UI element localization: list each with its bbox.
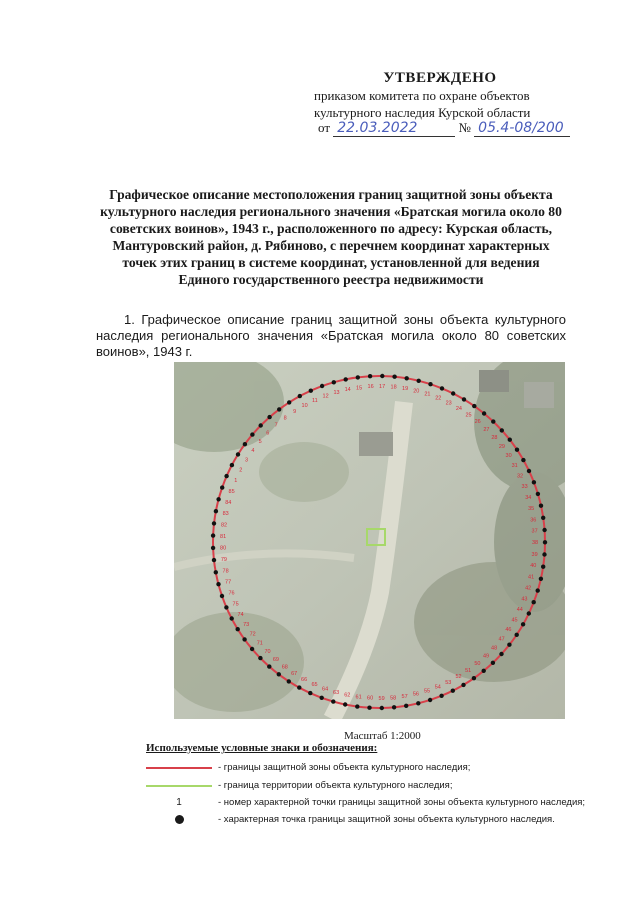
characteristic-point [417,379,421,383]
point-label: 73 [243,621,250,628]
point-label: 11 [312,397,318,404]
characteristic-point [224,605,228,609]
point-label: 63 [333,690,340,696]
characteristic-point [482,669,486,673]
building [359,432,393,456]
characteristic-point [536,588,540,592]
characteristic-point [521,622,525,626]
point-label: 62 [344,692,351,699]
characteristic-point [367,706,371,710]
characteristic-point [462,397,466,401]
point-number-sample: 1 [176,797,182,808]
characteristic-point [451,391,455,395]
characteristic-point [355,704,359,708]
point-label: 71 [256,640,263,647]
point-label: 61 [355,694,362,701]
point-label: 85 [228,488,235,495]
characteristic-point [461,683,465,687]
characteristic-point [472,676,476,680]
characteristic-point [451,689,455,693]
point-label: 29 [498,443,505,450]
point-label: 23 [445,400,452,407]
characteristic-point [439,694,443,698]
point-label: 70 [264,649,271,656]
characteristic-point [250,647,254,651]
characteristic-point [392,375,396,379]
map-svg [174,362,565,719]
point-label: 42 [525,585,532,592]
point-label: 21 [424,391,431,398]
point-label: 26 [474,419,481,426]
legend-item [146,797,585,808]
characteristic-point [267,664,271,668]
characteristic-point [277,407,281,411]
characteristic-point [508,438,512,442]
green-line-icon [146,785,212,787]
point-label: 2 [239,467,243,474]
point-label: 78 [222,568,229,575]
characteristic-point [267,415,271,419]
characteristic-point [220,485,224,489]
characteristic-point [298,394,302,398]
point-label: 82 [220,522,228,529]
point-label: 84 [225,499,232,506]
characteristic-point [216,497,220,501]
characteristic-point [405,376,409,380]
point-label: 27 [483,426,490,433]
point-label: 77 [225,579,232,586]
characteristic-point [250,432,254,436]
characteristic-point [211,533,215,537]
document-heading: Графическое описание местоположения границ защитной зоны объекта культурного наследия регионального значения «Братская могила около 80 советских воинов», 1943 г., расположенного по адресу: Курская область, Мантуровский район, д. Рябиново, с перечнем координат характерных точек этих границ в системе координат, установленной для ведения Единого государственного реестра недвижимости [100,187,562,287]
characteristic-point [380,374,384,378]
point-label: 19 [402,386,409,393]
black-dot-icon [175,815,184,824]
characteristic-point [236,452,240,456]
characteristic-point [380,706,384,710]
point-label: 14 [344,387,351,394]
point-label: 83 [222,511,229,518]
legend-text: - номер характерной точки границы защитной зоны объекта культурного наследия; [218,797,586,808]
boundary-map [174,362,565,719]
point-label: 60 [367,695,374,702]
point-label: 65 [311,682,318,688]
point-label: 69 [272,657,279,664]
characteristic-point [332,380,336,384]
point-label: 75 [232,601,239,608]
point-label: 20 [413,388,420,395]
legend-symbol [146,785,212,787]
point-label: 39 [531,551,538,558]
approval-date-line [318,120,618,137]
legend-symbol [146,767,212,769]
point-label: 44 [516,607,523,614]
characteristic-point [532,600,536,604]
point-label: 28 [491,435,498,442]
characteristic-point [416,701,420,705]
characteristic-point [472,404,476,408]
point-label: 13 [333,389,340,396]
point-label: 7 [274,422,278,429]
point-label: 33 [521,483,528,490]
characteristic-point [344,377,348,381]
characteristic-point [331,699,335,703]
approval-date: 22.03.2022 [333,120,455,137]
characteristic-point [499,652,503,656]
characteristic-point [242,637,246,641]
characteristic-point [539,577,543,581]
characteristic-point [309,389,313,393]
point-label: 54 [434,684,441,691]
point-label: 4 [251,448,255,455]
point-label: 41 [528,574,535,581]
characteristic-point [428,382,432,386]
characteristic-point [211,546,215,550]
point-label: 17 [379,384,386,390]
point-label: 58 [390,695,397,702]
characteristic-point [212,521,216,525]
approval-line-2: культурного наследия Курской области [314,105,531,120]
characteristic-point [343,702,347,706]
characteristic-point [491,419,495,423]
point-label: 52 [455,674,462,681]
legend-text: - граница территории объекта культурного наследия; [218,780,453,791]
characteristic-point [543,540,547,544]
point-label: 55 [423,688,431,695]
point-label: 40 [530,563,537,570]
point-label: 12 [322,393,329,400]
point-label: 81 [220,534,227,540]
point-label: 45 [511,617,518,624]
characteristic-point [440,386,444,390]
point-label: 30 [505,453,512,460]
characteristic-point [259,423,263,427]
legend-symbol [146,797,212,808]
approval-title: УТВЕРЖДЕНО [383,70,497,86]
characteristic-point [236,627,240,631]
point-label: 25 [465,412,472,419]
characteristic-point [536,492,540,496]
characteristic-point [243,442,247,446]
red-line-icon [146,767,212,769]
legend-symbol [146,815,212,824]
point-label: 50 [474,661,481,668]
point-label: 66 [301,676,308,683]
point-label: 80 [220,545,227,552]
characteristic-point [392,705,396,709]
point-label: 79 [220,557,227,563]
point-label: 74 [237,611,244,618]
characteristic-point [258,656,262,660]
point-label: 9 [293,408,297,415]
point-label: 22 [435,395,442,402]
point-label: 18 [390,384,397,391]
point-label: 31 [511,463,518,469]
legend-text: - характерная точка границы защитной зоны объекта культурного наследия. [218,814,555,825]
point-label: 53 [445,679,452,686]
characteristic-point [214,509,218,513]
point-label: 57 [401,693,408,700]
characteristic-point [542,528,546,532]
legend-item [146,762,470,773]
characteristic-point [527,469,531,473]
point-label: 10 [301,402,308,409]
section-paragraph [96,312,566,360]
approval-number: 05.4-08/200 [474,120,570,137]
point-label: 1 [234,478,238,485]
point-label: 51 [465,668,472,674]
point-label: 35 [528,505,535,512]
section-text: Графическое описание границ защитной зоны объекта культурного наследия регионального значения «Братская могила около 80 советских воинов», 1943 г. [96,312,566,359]
characteristic-point [230,463,234,467]
legend-text: - границы защитной зоны объекта культурного наследия; [218,762,471,773]
section-number: 1. [124,312,135,327]
characteristic-point [297,685,301,689]
point-label: 5 [258,439,262,446]
characteristic-point [220,594,224,598]
point-label: 67 [291,671,298,677]
point-label: 49 [482,653,490,660]
point-label: 43 [521,596,528,603]
approval-line-1: приказом комитета по охране объектов [314,88,530,103]
legend-title: Используемые условные знаки и обозначения: [146,742,378,754]
characteristic-point [287,679,291,683]
number-label: № [458,120,471,135]
characteristic-point [277,672,281,676]
building [479,370,509,392]
point-label: 34 [525,494,532,501]
characteristic-point [214,570,218,574]
characteristic-point [527,611,531,615]
characteristic-point [541,565,545,569]
point-label: 36 [530,517,537,524]
point-label: 16 [367,384,374,391]
point-label: 56 [412,691,419,698]
characteristic-point [482,411,486,415]
characteristic-point [230,616,234,620]
point-label: 3 [244,457,249,464]
point-label: 64 [322,686,329,693]
characteristic-point [541,516,545,520]
characteristic-point [224,474,228,478]
point-label: 37 [531,528,538,535]
point-label: 24 [455,406,462,412]
characteristic-point [491,661,495,665]
point-label: 48 [491,645,498,652]
point-label: 15 [356,385,363,392]
characteristic-point [368,374,372,378]
characteristic-point [542,552,546,556]
characteristic-point [356,375,360,379]
point-label: 72 [249,631,256,638]
characteristic-point [320,696,324,700]
characteristic-point [308,691,312,695]
characteristic-point [515,448,519,452]
point-label: 46 [505,627,512,634]
point-label: 32 [516,473,524,480]
characteristic-point [532,480,536,484]
approval-block [300,70,600,121]
point-label: 38 [531,540,539,547]
legend-item [146,780,452,791]
point-label: 47 [498,636,505,643]
point-label: 6 [266,430,270,437]
characteristic-point [428,698,432,702]
characteristic-point [216,582,220,586]
point-label: 8 [283,415,287,422]
characteristic-point [500,428,504,432]
characteristic-point [320,384,324,388]
characteristic-point [287,400,291,404]
characteristic-point [515,633,519,637]
characteristic-point [404,704,408,708]
from-label: от [318,120,331,135]
point-label: 68 [281,664,288,671]
characteristic-point [212,558,216,562]
point-label: 59 [378,696,385,702]
building [524,382,554,408]
point-label: 76 [228,590,235,597]
map-scale: Масштаб 1:2000 [344,730,421,742]
characteristic-point [539,504,543,508]
characteristic-point [507,643,511,647]
legend-item [146,814,555,825]
characteristic-point [521,458,525,462]
